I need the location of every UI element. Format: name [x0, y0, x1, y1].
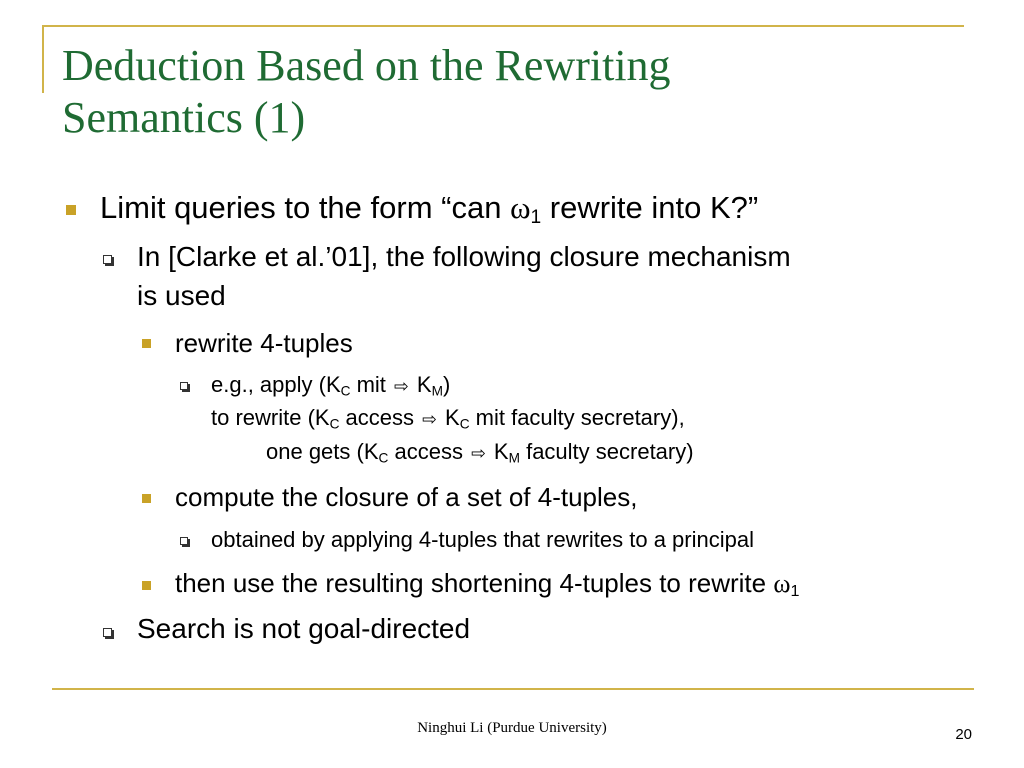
omega-symbol: ω [510, 190, 531, 225]
right-arrow-icon: ⇨ [422, 410, 437, 430]
bullet-obtained-by-applying: obtained by applying 4-tuples that rewrites to a principal [211, 527, 754, 552]
omega-subscript: 1 [790, 582, 800, 601]
example-text: access [339, 405, 421, 430]
slide-title-line-2: Semantics (1) [62, 93, 306, 142]
slide-title-line-1: Deduction Based on the Rewriting [62, 41, 671, 90]
right-arrow-icon: ⇨ [394, 377, 409, 397]
square-bullet-icon [142, 494, 151, 503]
example-text: mit faculty secretary), [469, 405, 685, 430]
bullet-limit-queries [100, 190, 758, 226]
subscript: C [329, 416, 340, 432]
right-arrow-icon: ⇨ [471, 444, 486, 464]
bullet-text: rewrite into K?” [541, 190, 759, 225]
bullet-rewrite-4-tuples: rewrite 4-tuples [175, 328, 353, 358]
bullet-clarke-line-2: is used [137, 280, 226, 311]
title-frame-top-rule [42, 25, 964, 27]
subscript: M [431, 383, 443, 399]
subscript: M [508, 450, 520, 466]
square-bullet-icon [142, 339, 151, 348]
bullet-text: then use the resulting shortening 4-tuples to rewrite [175, 568, 774, 598]
bullet-then-use-shortening [175, 567, 799, 600]
example-text: K [487, 439, 509, 464]
example-text: one gets (K [266, 439, 379, 464]
slide-title [62, 40, 962, 144]
subscript: C [459, 416, 470, 432]
footer-author: Ninghui Li (Purdue University) [417, 720, 607, 736]
bullet-search-not-goal-directed: Search is not goal-directed [137, 613, 471, 644]
subscript: C [378, 450, 389, 466]
hollow-square-bullet-icon [103, 255, 112, 264]
example-line-3 [266, 436, 694, 470]
omega-subscript: 1 [530, 206, 542, 228]
example-text: faculty secretary) [519, 439, 694, 464]
example-text: mit [350, 372, 393, 397]
example-text: ) [442, 372, 451, 397]
omega-symbol: ω [773, 569, 791, 598]
example-text: access [388, 439, 470, 464]
example-line-1 [211, 369, 450, 403]
footer-rule [52, 688, 974, 690]
title-frame-left-rule [42, 25, 44, 93]
square-bullet-icon [66, 205, 76, 215]
example-text: e.g., apply (K [211, 372, 341, 397]
example-line-2 [211, 402, 685, 436]
bullet-clarke-line-1: In [Clarke et al.’01], the following closure mechanism [137, 241, 791, 272]
example-text: to rewrite (K [211, 405, 330, 430]
hollow-square-bullet-icon [180, 382, 188, 390]
hollow-square-bullet-icon [103, 628, 112, 637]
page-number: 20 [955, 726, 972, 743]
hollow-square-bullet-icon [180, 537, 188, 545]
bullet-text: Limit queries to the form “can [100, 190, 511, 225]
bullet-compute-closure: compute the closure of a set of 4-tuples, [175, 482, 638, 512]
square-bullet-icon [142, 581, 151, 590]
example-text: K [410, 372, 432, 397]
subscript: C [340, 383, 351, 399]
example-text: K [438, 405, 460, 430]
